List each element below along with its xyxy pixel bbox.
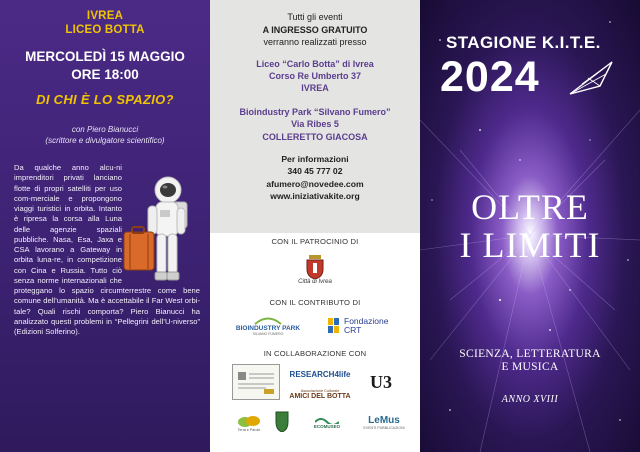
contact-phone[interactable]: 340 45 777 02 [287,166,343,177]
bioindustry-arc-icon [253,317,283,325]
venue-bioindustry [210,106,420,143]
kite-icon [566,60,616,98]
main-title-line: OLTRE [471,187,589,227]
speaker-name: con Piero Bianucci [71,125,139,134]
lemus-logo-text: LeMus [368,414,400,426]
contribution-label: CON IL CONTRIBUTO DI [269,298,361,307]
speaker-role: (scrittore e divulgatore scientifico) [45,136,165,145]
crt-logo-line: CRT [344,325,362,335]
event-city: IVREA [86,10,124,22]
events-line: Tutti gli eventi [287,12,343,22]
amici-logo-line: AMICI DEL BOTTA [289,392,351,400]
season-year: 2024 [440,53,540,101]
ecomuseo-logo-text: ECOMUSEO [313,423,341,429]
bioindustry-logo-sub: SILVANO FUMERO [252,331,284,336]
event-school: LICEO BOTTA [65,24,145,36]
venue-name: Bioindustry Park “Silvano Fumero” [239,106,391,117]
amici-del-botta-logo [288,386,352,402]
city-logo-text: Città di Ivrea [298,279,332,285]
talk-title: DI CHI È LO SPAZIO? [36,92,174,107]
contact-website[interactable]: www.iniziativakite.org [270,190,360,201]
season-label: STAGIONE K.I.T.E. [446,33,601,52]
venue-address: Via Ribes 5 [291,119,339,130]
event-date: MERCOLEDÌ 15 MAGGIO [25,49,185,64]
contact-email[interactable]: afumero@novedee.com [266,178,364,189]
lemus-logo [358,410,410,434]
venue-liceo [210,58,420,95]
bioindustry-logo-text: BIOINDUSTRY PARK [235,324,301,332]
venue-city: COLLERETTO GIACOSA [262,131,368,142]
middle-panel [210,0,420,452]
event-datetime [0,48,210,84]
speaker-info [0,124,210,146]
event-time: ORE 18:00 [71,67,139,82]
research4life-logo [288,367,352,381]
terra-logo-text: Terra e Parole [237,428,261,432]
patronage-label: CON IL PATROCINIO DI [271,237,359,246]
main-title [420,188,640,264]
contact-info [210,153,420,202]
talk-description-text: Da qualche anno alcu-ni imprenditori privati lanciano flotte di propri satelliti per uso com-merciale e propongono viaggi turistici in orbita. Intanto è ripresa la corsa alla Luna delle agenzie spaziali pubbliche. Nasa, Esa, Jaxa e CSA lavorano a Gateway in orbita luna-re, in competizione con Cina e Russia. Tutto ciò senza norme internazionali che proteggano lo spazio circumterrestre come bene comune dell’umanità. Ma è accettabile il Far West orbi-tale? Quali rischi comporta? Piero Bianucci ha analizzato questi problemi in “Pellegrini dell’U-niverso” (Edizioni Solferino). [14,163,200,336]
partner-document-icon [236,369,276,395]
subtitle [420,348,640,374]
left-panel [0,0,210,452]
venue-address: Corso Re Umberto 37 [268,70,362,81]
events-notice [210,11,420,49]
u3-logo [360,364,402,400]
ecomuseo-wave-icon [315,416,339,424]
free-entry-text: A INGRESSO GRATUITO [262,24,368,35]
venue-city: IVREA [301,83,329,94]
partner-crest-icon [275,410,289,432]
astronaut-illustration [120,172,200,302]
subtitle-line: E MUSICA [501,361,559,373]
u3-logo-text: U3 [370,371,392,392]
terra-parole-partner-logo [232,364,280,400]
contact-label: Per informazioni [281,153,349,164]
edition-label: ANNO XVIII [501,394,559,405]
citta-ivrea-logo [294,250,336,290]
crt-mark-icon [328,318,340,334]
bioindustry-park-logo [228,313,308,339]
venue-name: Liceo “Carlo Botta” di Ivrea [256,58,374,69]
info-block [210,0,420,233]
subtitle-line: SCIENZA, LETTERATURA [459,348,601,360]
terra-e-parole-logo [232,408,266,438]
ecomuseo-logo [300,410,354,434]
partner-crest-logo [272,406,292,436]
lemus-logo-sub: EVENTI PUBBLICAZIONI [363,425,405,430]
right-panel [420,0,640,452]
city-crest-icon [306,255,324,279]
terra-parole-leaf-icon [237,414,261,428]
amici-logo-line: Associazione Culturale [300,388,340,393]
main-title-line: I LIMITI [459,225,601,265]
event-location [0,0,210,37]
crt-logo-line: Fondazione [344,316,389,326]
events-line: verranno realizzati presso [263,37,367,47]
fondazione-crt-logo [328,313,408,339]
collaboration-label: IN COLLABORAZIONE CON [263,349,367,358]
research4life-logo-text: RESEARCH4life [289,369,351,379]
